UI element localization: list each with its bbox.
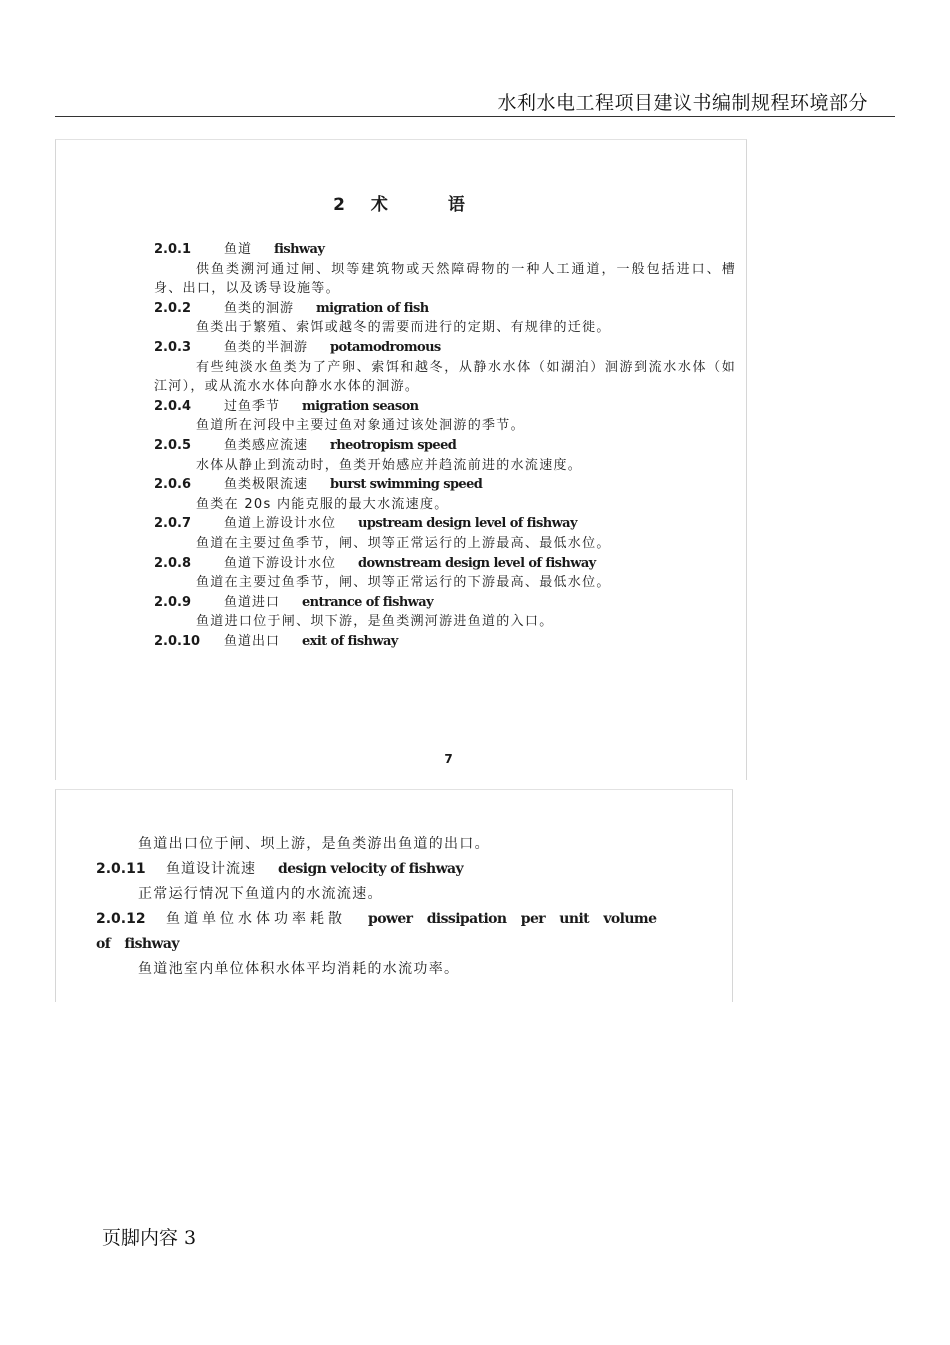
terms-list-page-2: [96, 832, 666, 982]
term-definition: 鱼类出于繁殖、索饵或越冬的需要而进行的定期、有规律的迁徙。: [196, 320, 611, 336]
term-english: upstream design level of fishway: [358, 516, 577, 532]
term-number: 2.0.2: [154, 300, 192, 316]
term-chinese: 鱼道出口: [224, 633, 281, 649]
chapter-title-part-2: 语: [447, 195, 469, 215]
term-english: power dissipation per unit volume of fishway: [96, 911, 657, 952]
term-entry: [154, 436, 736, 456]
term-english: exit of fishway: [302, 633, 398, 649]
term-chinese: 鱼道单位水体功率耗散: [166, 911, 346, 927]
term-chinese: 鱼道: [224, 242, 253, 257]
chapter-title-part-1: 术: [370, 195, 392, 215]
term-definition: 鱼道所在河段中主要过鱼对象通过该处洄游的季节。: [196, 418, 525, 434]
terms-list-page-1: [154, 240, 736, 651]
term-entry: [154, 593, 736, 613]
term-chinese: 鱼类感应流速: [224, 437, 309, 453]
term-chinese: 鱼类的半洄游: [224, 339, 309, 355]
term-chinese: 鱼道下游设计水位: [224, 555, 337, 571]
term-chinese: 鱼道上游设计水位: [224, 516, 337, 532]
term-entry: [154, 514, 736, 534]
term-number: 2.0.9: [154, 594, 192, 610]
term-english: migration of fish: [316, 300, 429, 316]
term-definition: 水体从静止到流动时，鱼类开始感应并趋流前进的水流速度。: [196, 457, 583, 473]
term-english: burst swimming speed: [330, 477, 483, 493]
document-header-title: 水利水电工程项目建议书编制规程环境部分: [497, 92, 868, 114]
term-definition: 鱼道在主要过鱼季节，闸、坝等正常运行的下游最高、最低水位。: [196, 575, 611, 591]
chapter-heading: [56, 190, 746, 215]
term-entry: [154, 299, 736, 319]
term-english: migration season: [302, 398, 419, 414]
term-number: 2.0.5: [154, 437, 192, 453]
term-definition: 鱼道进口位于闸、坝下游，是鱼类溯河游进鱼道的入口。: [196, 614, 554, 630]
term-number: 2.0.8: [154, 555, 192, 571]
term-number: 2.0.10: [154, 633, 201, 649]
term-entry: [154, 240, 736, 260]
scanned-page-1: [55, 139, 747, 780]
term-chinese: 鱼类极限流速: [224, 477, 309, 493]
term-chinese: 鱼道进口: [224, 594, 281, 610]
term-entry: [154, 632, 736, 652]
term-definition-continued: 鱼道出口位于闸、坝上游，是鱼类游出鱼道的出口。: [138, 836, 490, 852]
term-entry: [96, 857, 666, 882]
header-divider: [55, 116, 895, 117]
page-footer: 页脚内容 3: [102, 1227, 197, 1249]
term-number: 2.0.3: [154, 339, 192, 355]
term-number: 2.0.12: [96, 911, 146, 927]
scanned-page-2: [55, 789, 733, 1002]
term-number: 2.0.1: [154, 242, 192, 257]
term-definition: 鱼类在 20s 内能克服的最大水流速度。: [196, 496, 449, 512]
term-english: rheotropism speed: [330, 437, 457, 453]
term-definition: 正常运行情况下鱼道内的水流流速。: [138, 886, 383, 902]
term-chinese: 鱼道设计流速: [166, 861, 256, 877]
term-english: potamodromous: [330, 339, 441, 355]
term-entry: [154, 338, 736, 358]
term-entry: [96, 907, 666, 957]
term-definition: 供鱼类溯河通过闸、坝等建筑物或天然障碍物的一种人工通道，一般包括进口、槽身、出口，以及诱导设施等。: [154, 261, 736, 297]
term-english: design velocity of fishway: [278, 861, 464, 877]
page-number: 7: [444, 752, 453, 766]
term-number: 2.0.6: [154, 477, 192, 493]
term-number: 2.0.7: [154, 516, 192, 532]
term-number: 2.0.11: [96, 861, 146, 877]
term-entry: [154, 397, 736, 417]
term-english: entrance of fishway: [302, 594, 434, 610]
term-entry: [154, 475, 736, 495]
term-english: downstream design level of fishway: [358, 555, 596, 571]
term-entry: [154, 554, 736, 574]
term-definition: 有些纯淡水鱼类为了产卵、索饵和越冬，从静水水体（如湖泊）洄游到流水水体（如江河），或从流水水体向静水水体的洄游。: [154, 359, 736, 395]
term-english: fishway: [274, 242, 325, 257]
term-number: 2.0.4: [154, 398, 192, 414]
term-chinese: 鱼类的洄游: [224, 300, 295, 316]
term-chinese: 过鱼季节: [224, 398, 281, 414]
chapter-number: 2: [333, 195, 349, 215]
term-definition: 鱼道池室内单位体积水体平均消耗的水流功率。: [138, 961, 460, 977]
term-definition: 鱼道在主要过鱼季节，闸、坝等正常运行的上游最高、最低水位。: [196, 535, 611, 551]
